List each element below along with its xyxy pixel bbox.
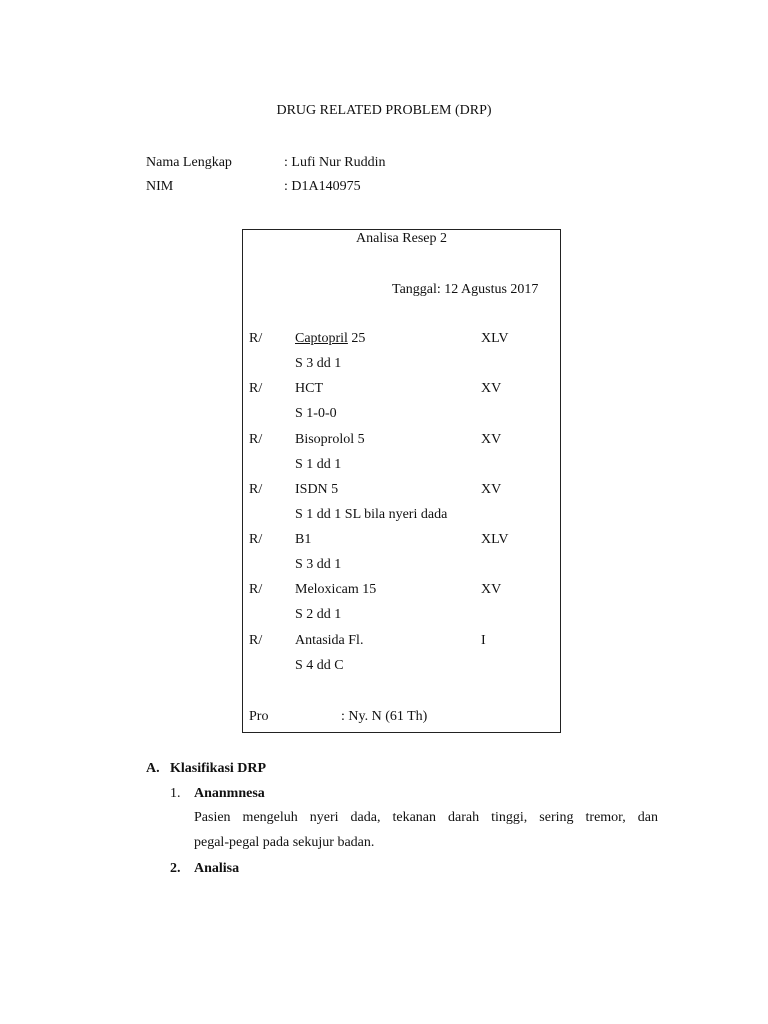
rx-marker: R/ bbox=[249, 482, 263, 497]
drug-name bbox=[295, 582, 376, 598]
drug-quantity: XV bbox=[481, 381, 502, 396]
nim-value: : D1A140975 bbox=[284, 179, 361, 194]
drug-name bbox=[295, 482, 338, 498]
drug-quantity: XV bbox=[481, 482, 502, 497]
drug-quantity: XV bbox=[481, 432, 502, 447]
drug-name-text: Bisoprolol bbox=[295, 432, 355, 447]
document-title: DRUG RELATED PROBLEM (DRP) bbox=[276, 103, 492, 118]
drug-name-text: HCT bbox=[295, 381, 323, 396]
drug-name bbox=[295, 432, 365, 448]
drug-quantity: XLV bbox=[481, 532, 509, 547]
drug-strength: 15 bbox=[358, 582, 377, 597]
prescription-date: Tanggal: 12 Agustus 2017 bbox=[392, 282, 539, 297]
rx-marker: R/ bbox=[249, 331, 263, 346]
drug-name-text: Antasida Fl. bbox=[295, 633, 364, 648]
drug-name-text: ISDN bbox=[295, 482, 328, 497]
section-a-heading: Klasifikasi DRP bbox=[170, 761, 267, 776]
prescription-heading: Analisa Resep 2 bbox=[356, 231, 447, 246]
rx-marker: R/ bbox=[249, 432, 263, 447]
drug-signa: S 4 dd C bbox=[295, 658, 344, 673]
drug-signa: S 3 dd 1 bbox=[295, 356, 342, 371]
name-label: Nama Lengkap bbox=[146, 155, 232, 170]
subsection-1-heading: Ananmnesa bbox=[194, 786, 265, 801]
rx-marker: R/ bbox=[249, 532, 263, 547]
drug-name-underlined: Captopril bbox=[295, 331, 348, 346]
drug-name bbox=[295, 381, 323, 397]
rx-marker: R/ bbox=[249, 381, 263, 396]
drug-strength: 25 bbox=[347, 331, 366, 346]
rx-marker: R/ bbox=[249, 582, 263, 597]
drug-signa: S 3 dd 1 bbox=[295, 557, 342, 572]
prescription-box bbox=[242, 229, 561, 733]
drug-signa: S 1 dd 1 SL bila nyeri dada bbox=[295, 507, 448, 522]
subsection-2-marker: 2. bbox=[170, 861, 181, 876]
nim-label: NIM bbox=[146, 179, 174, 194]
drug-name bbox=[295, 532, 311, 548]
patient-label: Pro bbox=[249, 709, 269, 724]
drug-name-text: B1 bbox=[295, 532, 312, 547]
name-value: : Lufi Nur Ruddin bbox=[284, 155, 386, 170]
drug-signa: S 2 dd 1 bbox=[295, 607, 342, 622]
drug-strength: 5 bbox=[354, 432, 365, 447]
drug-quantity: XV bbox=[481, 582, 502, 597]
patient-value: : Ny. N (61 Th) bbox=[341, 709, 428, 724]
subsection-2-heading: Analisa bbox=[194, 861, 240, 876]
section-a-marker: A. bbox=[146, 761, 160, 776]
drug-strength: 5 bbox=[327, 482, 339, 497]
drug-quantity: I bbox=[481, 633, 486, 648]
anamnesis-paragraph-line1: Pasien mengeluh nyeri dada, tekanan darah tinggi, sering tremor, dan bbox=[194, 810, 658, 825]
anamnesis-paragraph-line2: pegal-pegal pada sekujur badan. bbox=[194, 835, 375, 850]
drug-name bbox=[295, 633, 363, 649]
drug-name bbox=[295, 331, 365, 347]
drug-quantity: XLV bbox=[481, 331, 509, 346]
drug-name-text: Meloxicam bbox=[295, 582, 359, 597]
drug-signa: S 1-0-0 bbox=[295, 406, 337, 421]
rx-marker: R/ bbox=[249, 633, 263, 648]
drug-signa: S 1 dd 1 bbox=[295, 457, 342, 472]
subsection-1-marker: 1. bbox=[170, 786, 181, 801]
